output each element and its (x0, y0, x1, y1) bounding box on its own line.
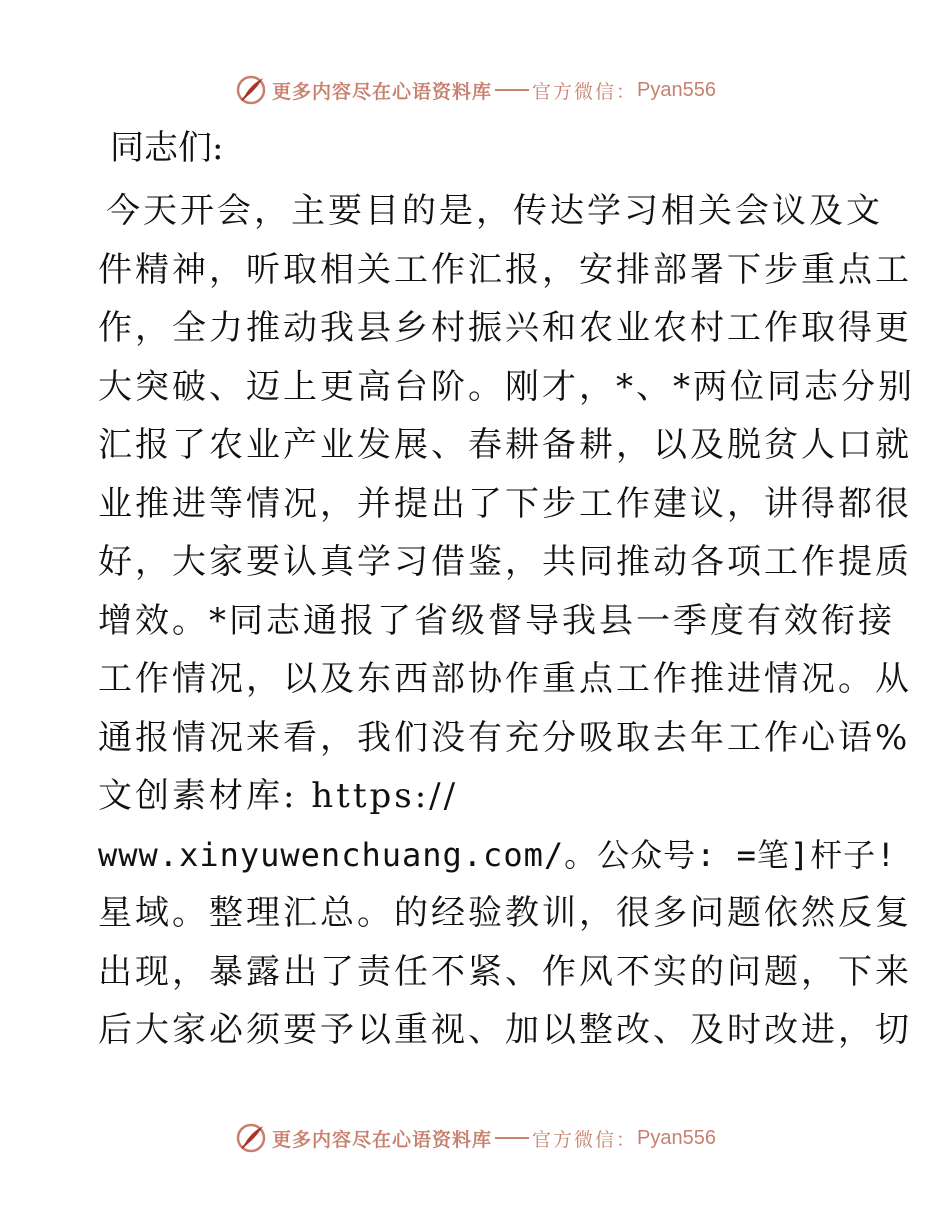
paragraph-line: 大突破、迈上更高台阶。刚才，*、*两位同志分别 (98, 366, 915, 407)
paragraph-line: 文创素材库: https:// (98, 776, 459, 816)
paragraph-line: 星域。整理汇总。的经验教训，很多问题依然反复 (98, 893, 912, 933)
feather-pen-logo-icon (234, 73, 268, 107)
feather-pen-logo-icon (234, 1121, 268, 1155)
watermark-brand-text: 更多内容尽在心语资料库 (272, 80, 493, 103)
watermark-footer (0, 1118, 950, 1158)
speech-paragraph (98, 182, 915, 1060)
watermark-wechat-label: 官方微信： (532, 80, 638, 103)
watermark-divider (495, 1137, 529, 1139)
paragraph-line: 今天开会，主要目的是，传达学习相关会议及文 (106, 191, 883, 231)
paragraph-line-url: www.xinyuwenchuang.com/。公众号: =笔]杆子! (98, 835, 897, 874)
paragraph-line: 出现，暴露出了责任不紧、作风不实的问题，下来 (98, 951, 912, 992)
watermark-wechat-account: Pyan556 (637, 78, 716, 101)
watermark-header (0, 70, 950, 110)
greeting: 同志们: (110, 128, 224, 168)
paragraph-line: 后大家必须要予以重视、加以整改、及时改进，切 (98, 1010, 912, 1050)
paragraph-line: 汇报了农业产业发展、春耕备耕，以及脱贫人口就 (98, 425, 912, 465)
paragraph-line: 增效。*同志通报了省级督导我县一季度有效衔接 (98, 600, 895, 641)
paragraph-line: 好，大家要认真学习借鉴，共同推动各项工作提质 (98, 542, 912, 582)
paragraph-line: 业推进等情况，并提出了下步工作建议，讲得都很 (98, 483, 912, 524)
paragraph-line: 作，全力推动我县乡村振兴和农业农村工作取得更 (98, 308, 912, 348)
watermark-brand-text: 更多内容尽在心语资料库 (272, 1128, 493, 1151)
document-body (98, 120, 915, 1060)
watermark-wechat-account: Pyan556 (637, 1126, 716, 1149)
watermark-divider (495, 89, 529, 91)
paragraph-line: 通报情况来看，我们没有充分吸取去年工作心语% (98, 717, 911, 758)
paragraph-line: 件精神，听取相关工作汇报，安排部署下步重点工 (98, 249, 912, 290)
watermark-wechat-label: 官方微信： (532, 1128, 638, 1151)
paragraph-line: 工作情况，以及东西部协作重点工作推进情况。从 (98, 659, 912, 699)
